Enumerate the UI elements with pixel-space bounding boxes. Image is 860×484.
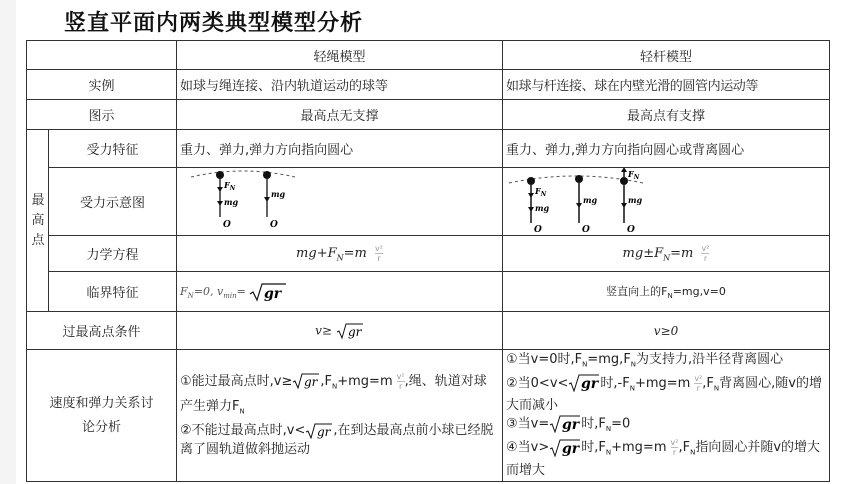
cell-equation-rod <box>503 236 830 272</box>
rod-ball-3 <box>620 168 642 236</box>
row-analysis <box>27 350 830 482</box>
rope-ball-1-mg-arrow <box>217 201 223 206</box>
analysis-rod-item-1: ①当v=0时$,F_N=mg,F_N$为支持力,沿半径背离圆心 <box>506 352 784 369</box>
equation-rod-fraction: $\frac{\text{v²}}{r}$ <box>701 244 710 263</box>
row-diagram <box>27 100 830 130</box>
rod-ball-1-mg-label: mg <box>535 203 550 213</box>
analysis-rod-2-fraction: $\frac{\text{v²}}{r}$ <box>694 373 703 393</box>
rod-ball-2-dot <box>575 175 583 183</box>
rod-ball-1-o-label: O <box>534 225 542 235</box>
rod-force-diagram <box>507 168 645 236</box>
analysis-rod-4-sqrt-gr <box>549 439 581 457</box>
cell-force-diagram-rod <box>503 168 830 236</box>
cell-condition-rope <box>177 312 503 350</box>
rod-ball-1 <box>527 177 549 235</box>
row-label-example: 实例 <box>27 70 177 100</box>
rod-ball-1-fn-arrow <box>528 193 534 198</box>
rod-ball-3-fn-up-arrow <box>621 168 627 173</box>
equation-rope-fraction: $\frac{\text{v²}}{r}$ <box>374 244 383 263</box>
group-label-highest-point <box>27 130 49 312</box>
rope-ball-1 <box>216 171 238 230</box>
row-label-equation: 力学方程 <box>49 236 177 272</box>
cell-critical-rope <box>177 272 503 312</box>
row-condition <box>27 312 830 350</box>
cell-example-rope: 如球与绳连接、沿内轨道运动的球等 <box>177 70 503 100</box>
rod-ball-3-mg-arrow <box>621 203 627 208</box>
header-empty-cell <box>27 41 177 70</box>
row-label-condition: 过最高点条件 <box>27 312 177 350</box>
condition-rope-text: v≥ <box>315 323 332 337</box>
analysis-rod-item-3: ③当v= gr 时$,F_N=0$ <box>506 416 631 434</box>
rod-ball-3-o-label: O <box>627 225 635 235</box>
equation-rope-text: $mg+F_N=m$ <box>296 246 367 263</box>
cell-force-rod: 重力、弹力,弹力方向指向圆心或背离圆心 <box>503 130 830 168</box>
rod-ball-3-fn-label: $F_N$ <box>628 169 640 181</box>
cell-equation-rope <box>177 236 503 272</box>
rope-ball-1-dot <box>216 171 224 179</box>
cell-analysis-rod <box>503 350 830 482</box>
rod-ball-3-mg-label: mg <box>628 195 643 205</box>
rod-ball-2-mg-label: mg <box>583 195 598 205</box>
critical-rope-text: $F_N=0$, $v_{min}=$ <box>180 284 246 300</box>
analysis-rod-2-sqrt-gr <box>568 374 600 392</box>
rod-ball-1-mg-arrow <box>528 207 534 212</box>
analysis-rope-item-2: ②不能过最高点时,v< gr ,在到达最高点前小球已经脱离了圆轨道做斜抛运动 <box>180 423 494 458</box>
row-label-critical: 临界特征 <box>49 272 177 312</box>
row-example <box>27 70 830 100</box>
row-label-force: 受力特征 <box>49 130 177 168</box>
row-force-diagram <box>27 168 830 236</box>
rope-ball-1-fn-label: $F_N$ <box>224 180 236 192</box>
row-label-analysis <box>27 350 177 482</box>
rope-ball-2-dot <box>263 171 271 179</box>
rope-orbit-arc <box>191 171 295 177</box>
cell-condition-rod <box>503 312 830 350</box>
rope-ball-1-mg-label: mg <box>224 197 239 207</box>
analysis-rod-item-4: ④当v> gr 时$,F_N+mg=m$ $\frac{\text{v²}}{r}$ $,F_N$指向圆心并随v的增大而增大 <box>506 438 821 478</box>
row-label-diagram: 图示 <box>27 100 177 130</box>
cell-force-rope: 重力、弹力,弹力方向指向圆心 <box>177 130 503 168</box>
analysis-rope-1-fraction: $\frac{\text{v²}}{r}$ <box>396 371 405 391</box>
rod-ball-1-fn-label: $F_N$ <box>535 186 547 198</box>
header-rod-model: 轻杆模型 <box>503 41 830 70</box>
comparison-table <box>26 40 830 482</box>
left-accent-strip <box>0 0 16 484</box>
table-header-row <box>27 41 830 70</box>
svg-text:gr: gr <box>562 417 580 434</box>
analysis-rod-3-sqrt-gr <box>549 415 581 433</box>
rope-ball-1-fn-arrow <box>217 187 223 192</box>
rod-ball-3-dot <box>620 177 628 185</box>
rope-ball-2-mg-arrow <box>264 197 270 202</box>
critical-rope-sqrt-gr <box>249 282 287 302</box>
analysis-rod-4-fraction: $\frac{\text{v²}}{r}$ <box>670 438 679 458</box>
svg-text:gr: gr <box>304 375 318 390</box>
cell-critical-rod <box>503 272 830 312</box>
svg-text:gr: gr <box>347 324 362 339</box>
cell-diagram-rod: 最高点有支撑 <box>503 100 830 130</box>
row-force <box>27 130 830 168</box>
rope-ball-2-mg-label: mg <box>271 189 286 199</box>
rope-ball-1-o-label: O <box>223 220 231 230</box>
group-label-text: 最高点 <box>31 192 45 248</box>
rope-ball-2 <box>263 171 285 230</box>
analysis-label-text: 速度和弹力关系讨论分析 <box>49 395 154 435</box>
header-rope-model: 轻绳模型 <box>177 41 503 70</box>
analysis-rope-item-1: ①能过最高点时,v≥ gr $,F_N+mg=m$ $\frac{\text{v²}}{r}$ ,绳、轨道对球产生弹力$F_N$ <box>180 371 487 416</box>
svg-text:gr: gr <box>562 440 580 457</box>
svg-text:gr: gr <box>317 424 331 439</box>
rod-ball-2-o-label: O <box>582 225 590 235</box>
cell-example-rod: 如球与杆连接、球在内壁光滑的圆管内运动等 <box>503 70 830 100</box>
svg-text:gr: gr <box>581 376 599 393</box>
row-label-force-diagram: 受力示意图 <box>49 168 177 236</box>
rod-ball-1-dot <box>527 177 535 185</box>
page-title: 竖直平面内两类典型模型分析 <box>64 11 364 36</box>
rod-ball-2-mg-arrow <box>576 203 582 208</box>
cell-analysis-rope <box>177 350 503 482</box>
row-critical <box>27 272 830 312</box>
rod-ball-2 <box>575 175 597 235</box>
analysis-rope-2-sqrt-gr <box>305 423 333 439</box>
critical-rod-text: 竖直向上的$F_N=mg,v=0$ <box>606 284 726 301</box>
equation-rod-text: $mg\pm F_N=m$ <box>622 246 694 263</box>
row-equation <box>27 236 830 272</box>
rope-force-diagram <box>187 168 299 236</box>
analysis-rod-item-2: ②当0<v< gr 时$,-F_N+mg=m$ $\frac{\text{v²}}{r}$ $,F_N$背离圆心,随v的增大而减小 <box>506 373 822 414</box>
rope-ball-2-o-label: O <box>270 220 278 230</box>
svg-text:gr: gr <box>264 285 282 302</box>
cell-diagram-rope: 最高点无支撑 <box>177 100 503 130</box>
cell-force-diagram-rope <box>177 168 503 236</box>
condition-rope-sqrt-gr <box>336 322 364 340</box>
analysis-rope-1-sqrt-gr <box>292 373 320 389</box>
condition-rod-text: v≥0 <box>653 323 679 338</box>
